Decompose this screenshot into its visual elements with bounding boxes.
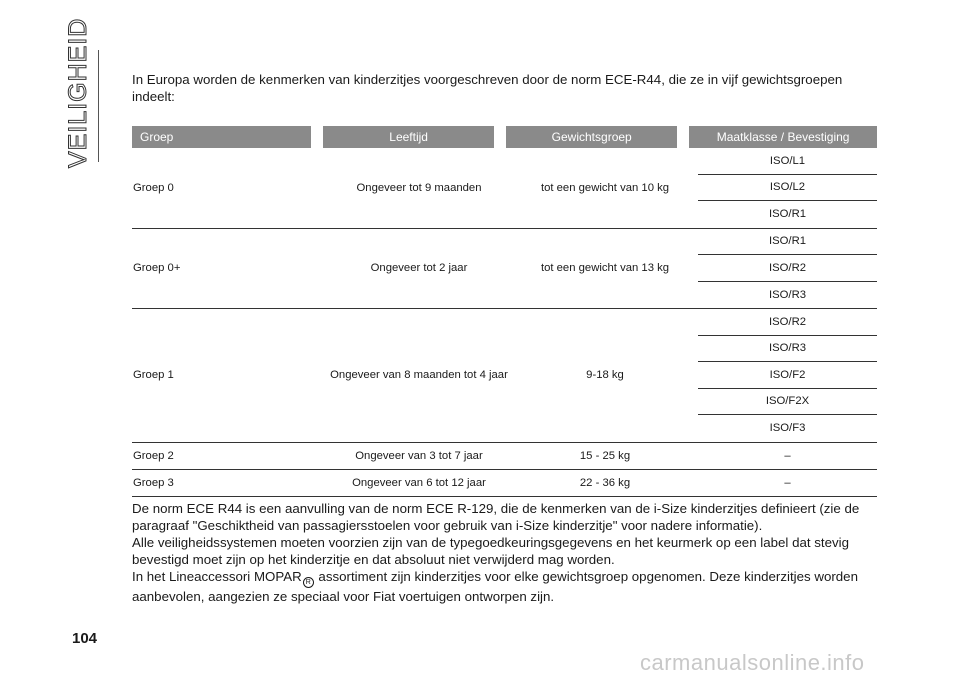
table-row: [132, 470, 877, 497]
row-leeftijd: Ongeveer van 6 tot 12 jaar: [352, 476, 486, 489]
notes: [132, 500, 862, 605]
row-gewicht: tot een gewicht van 10 kg: [540, 181, 670, 194]
note-paragraph: Alle veiligheidssystemen moeten voorzien zijn van de typegoedkeuringsgegevens en het keurmerk op een label dat stevig bevestigd moet zijn op het kinderzitje en dat absoluut niet verwijderd mag worden.: [132, 535, 849, 567]
header-gewichtsgroep: Gewichtsgroep: [506, 126, 677, 148]
row-groep: Groep 2: [133, 449, 174, 462]
intro-paragraph: In Europa worden de kenmerken van kinderzitjes voorgeschreven door de norm ECE-R44, die ze in vijf gewichtsgroepen indeelt:: [132, 72, 843, 104]
row-klassen: [698, 229, 877, 309]
row-klassen: [698, 309, 877, 442]
header-maatklasse: Maatklasse / Bevestiging: [689, 126, 877, 148]
size-class: ISO/R2: [698, 255, 877, 282]
row-groep: Groep 0: [133, 181, 174, 194]
row-leeftijd: Ongeveer tot 2 jaar: [370, 262, 468, 275]
note-paragraph-mopar: [132, 568, 862, 605]
registered-icon: R: [303, 577, 314, 588]
size-class: ISO/F2: [698, 362, 877, 389]
section-title: VEILIGHEID: [64, 17, 92, 168]
size-class: ISO/R2: [698, 309, 877, 336]
header-groep: Groep: [132, 126, 311, 148]
table-row: [132, 309, 877, 443]
row-gewicht: tot een gewicht van 13 kg: [540, 262, 670, 275]
row-groep: Groep 0+: [133, 262, 181, 275]
size-class: ISO/R1: [768, 208, 807, 221]
watermark: carmanualsonline.info: [640, 650, 865, 675]
row-gewicht: 22 - 36 kg: [579, 476, 631, 489]
size-class: ISO/R3: [768, 288, 807, 301]
row-groep: Groep 1: [133, 369, 174, 382]
note-text: In het Lineaccessori MOPAR: [132, 569, 302, 584]
table-row: [132, 148, 877, 229]
size-class: ISO/R1: [698, 229, 877, 256]
row-klassen: [698, 148, 877, 228]
row-leeftijd: Ongeveer van 3 tot 7 jaar: [355, 449, 483, 462]
size-class: ISO/L2: [698, 175, 877, 202]
size-class: ISO/R3: [698, 336, 877, 363]
row-leeftijd: Ongeveer van 8 maanden tot 4 jaar: [330, 369, 508, 382]
section-divider: [98, 50, 99, 162]
note-paragraph: De norm ECE R44 is een aanvulling van de norm ECE R-129, die de kenmerken van de i-Size kinderzitjes definieert (zie de paragraaf "Geschiktheid van passagiersstoelen voor gebruik van i-Size kinderzitje" voor nadere informatie).: [132, 501, 860, 533]
size-class: –: [784, 476, 791, 489]
table-row: [132, 229, 877, 310]
size-class: ISO/F2X: [698, 389, 877, 416]
table-header: [132, 126, 877, 148]
row-groep: Groep 3: [133, 476, 174, 489]
row-gewicht: 15 - 25 kg: [579, 449, 631, 462]
table-row: [132, 443, 877, 470]
page-number: 104: [72, 630, 98, 647]
size-class: ISO/L1: [698, 148, 877, 175]
size-class: –: [784, 449, 791, 462]
note-text: assortiment zijn kinderzitjes voor elke gewichtsgroep opgenomen. Deze kinderzitjes worden aanbevolen, aangezien ze speciaal voor Fiat voertuigen ontworpen zijn.: [132, 569, 858, 604]
child-seat-table: [132, 126, 877, 497]
row-leeftijd: Ongeveer tot 9 maanden: [356, 181, 482, 194]
row-gewicht: 9-18 kg: [586, 369, 624, 382]
size-class: ISO/F3: [769, 422, 806, 435]
header-leeftijd: Leeftijd: [323, 126, 494, 148]
